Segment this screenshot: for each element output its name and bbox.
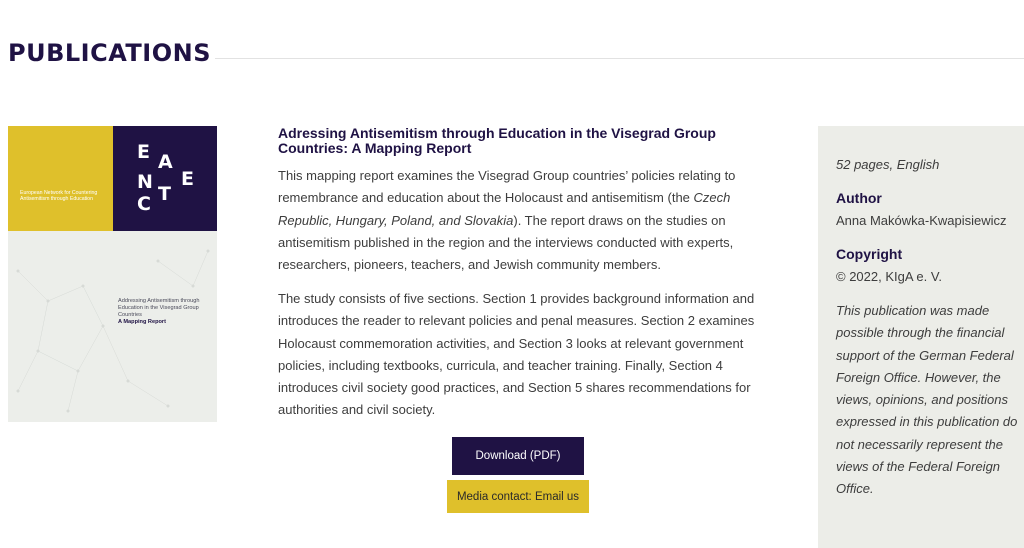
publication-title: Adressing Antisemitism through Education in the Visegrad Group Countries: A Mapping Report xyxy=(278,125,716,156)
cover-report-subtitle: A Mapping Report xyxy=(118,319,166,325)
heading-divider xyxy=(215,58,1024,59)
author-heading: Author xyxy=(836,190,882,206)
cover-logo-letter: E xyxy=(137,141,150,163)
cover-network-pattern xyxy=(8,231,217,422)
publication-details-panel xyxy=(818,126,1024,548)
cover-yellow-block xyxy=(8,126,113,231)
paragraph-1-intro: This mapping report examines the Visegrad Group countries’ policies relating to remembrance and education about the Holocaust and antisemitism (the xyxy=(278,168,736,206)
paragraph-1-countries: Czech Republic, Hungary, Poland, and Slovakia xyxy=(278,190,731,228)
paragraph-1-rest: ). The report draws on the studies on antisemitism published in the region and the interviews conducted with experts, researchers, pioneers, teachers, and Jewish community members. xyxy=(278,212,734,273)
media-contact-button[interactable]: Media contact: Email us xyxy=(447,480,589,513)
copyright-text: © 2022, KIgA e. V. xyxy=(836,269,942,284)
cover-report-title: Addressing Antisemitism through Education in the Visegrad Group Countries xyxy=(118,298,200,318)
description-paragraph-1 xyxy=(278,165,760,276)
page-header xyxy=(8,38,1024,68)
cover-logo-block xyxy=(113,126,217,231)
cover-logo-letter: E xyxy=(181,168,194,190)
cover-title-block xyxy=(118,298,208,326)
cover-logo-letter: N xyxy=(137,171,153,193)
copyright-heading: Copyright xyxy=(836,246,903,262)
publication-cover[interactable] xyxy=(8,126,217,422)
cover-network-label: European Network for Countering Antisemitism through Education xyxy=(20,190,98,203)
description-paragraph-2: The study consists of five sections. Section 1 provides background information and introduces the reader to relevant policies and penal measures. Section 2 examines Holocaust commemoration activities, and Section 3 looks at relevant government policies, including textbooks, curricula, and teacher training. Finally, Section 4 introduces civil society good practices, and Section 5 shares recommendations for authorities and civil society. xyxy=(278,291,755,418)
pages-language: 52 pages, English xyxy=(836,157,940,172)
funding-disclaimer: This publication was made possible through the financial support of the German Federal Foreign Office. However, the views, opinions, and positions expressed in this publication do not necessarily represent the views of the Federal Foreign Office. xyxy=(836,303,1018,497)
download-pdf-button[interactable]: Download (PDF) xyxy=(452,437,584,475)
cover-logo-letter: A xyxy=(158,151,173,173)
page-title: PUBLICATIONS xyxy=(8,39,211,67)
cover-logo-letter: C xyxy=(137,193,151,215)
cover-logo-letter: T xyxy=(158,183,171,205)
author-name: Anna Makówka-Kwapisiewicz xyxy=(836,213,1007,228)
